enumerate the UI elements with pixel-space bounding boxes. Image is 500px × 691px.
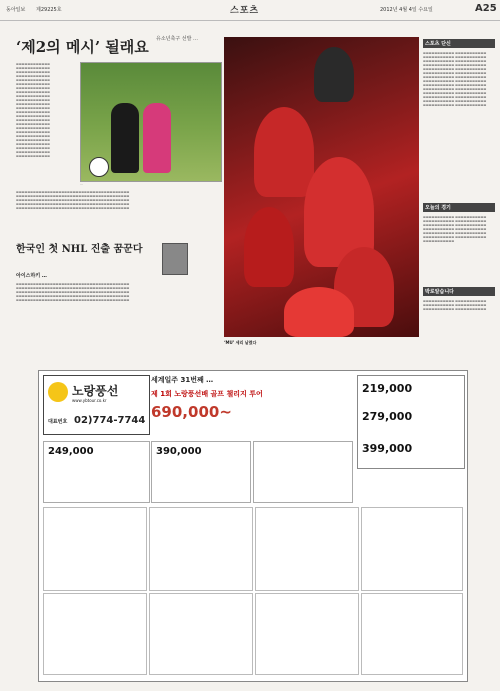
agency-logo-box <box>43 375 150 435</box>
article-body-col2: ▬▬▬▬▬▬▬▬▬▬▬▬▬▬▬▬▬▬▬▬▬▬▬▬▬▬▬▬▬▬▬▬▬▬▬▬▬▬▬▬ ▬▬▬▬▬▬▬▬▬▬▬▬▬▬▬▬▬▬▬▬▬▬▬▬▬▬▬▬▬▬▬▬▬▬▬▬▬▬▬▬ ▬▬▬▬▬▬▬▬▬▬▬▬▬▬▬▬▬▬▬▬▬▬▬▬▬▬▬▬▬▬▬▬▬▬▬▬▬▬▬▬ ▬▬▬▬▬▬▬▬▬▬▬▬▬▬▬▬▬▬▬▬▬▬▬▬▬▬▬▬▬▬▬▬▬▬▬▬▬▬▬▬ ▬▬▬▬▬▬▬▬▬▬▬▬▬▬▬▬▬▬▬▬▬▬▬▬▬▬▬▬▬▬▬▬▬▬▬▬▬▬▬▬ <box>16 190 130 210</box>
phone-label: 대표번호 <box>48 419 68 425</box>
price-tag: 390,000 <box>156 446 202 457</box>
page-number: A25 <box>475 3 497 14</box>
ad-box <box>151 441 251 503</box>
photo-caption: … <box>80 182 83 186</box>
player-portrait <box>162 243 188 275</box>
article-subhead: 유소년축구 선발 … <box>156 36 198 42</box>
sidebar-heading: 오늘의 경기 <box>423 203 495 212</box>
issue-number: 제29225호 <box>36 7 62 13</box>
main-photo-caption <box>224 340 419 345</box>
travel-advertisement <box>38 370 468 682</box>
classified-grid <box>43 507 463 675</box>
price-tag: 399,000 <box>362 442 413 455</box>
sidebar-heading: 스포츠 단신 <box>423 39 495 48</box>
sidebar-news-body: ▬▬▬▬▬▬▬▬▬▬▬ ▬▬▬▬▬▬▬▬▬▬▬ ▬▬▬▬▬▬▬▬▬▬▬ ▬▬▬▬▬▬▬▬▬▬▬ ▬▬▬▬▬▬▬▬▬▬▬ ▬▬▬▬▬▬▬▬▬▬▬ ▬▬▬▬▬▬▬▬▬▬▬ ▬▬▬▬▬▬▬▬▬▬▬ ▬▬▬▬▬▬▬▬▬▬▬ ▬▬▬▬▬▬▬▬▬▬▬ ▬▬▬▬▬▬▬▬▬▬▬ ▬▬▬▬▬▬▬▬▬▬▬ ▬▬▬▬▬▬▬▬▬▬▬ ▬▬▬▬▬▬▬▬▬▬▬ ▬▬▬▬▬▬▬▬▬▬▬ ▬▬▬▬▬▬▬▬▬▬▬ ▬▬▬▬▬▬▬▬▬▬▬ ▬▬▬▬▬▬▬▬▬▬▬ ▬▬▬▬▬▬▬▬▬▬▬ ▬▬▬▬▬▬▬▬▬▬▬ ▬▬▬▬▬▬▬▬▬▬▬ ▬▬▬▬▬▬▬▬▬▬▬ ▬▬▬▬▬▬▬▬▬▬▬ ▬▬▬▬▬▬▬▬▬▬▬ ▬▬▬▬▬▬▬▬▬▬▬ ▬▬▬▬▬▬▬▬▬▬▬ ▬▬▬▬▬▬▬▬▬▬▬ ▬▬▬▬▬▬▬▬▬▬▬ <box>423 51 487 107</box>
sidebar-heading: 박로알습니다 <box>423 287 495 296</box>
kids-photo <box>80 62 222 182</box>
balloon-logo-icon <box>48 382 68 402</box>
ad-banner: 세계일주 31번째 … <box>151 376 214 384</box>
second-headline: 한국인 첫 NHL 진출 꿈꾼다 <box>16 244 143 255</box>
price-tag: 249,000 <box>48 446 94 457</box>
kid-figure <box>143 103 171 173</box>
sidebar-notice: ▬▬▬▬▬▬▬▬▬▬▬ ▬▬▬▬▬▬▬▬▬▬▬ ▬▬▬▬▬▬▬▬▬▬▬ ▬▬▬▬▬▬▬▬▬▬▬ ▬▬▬▬▬▬▬▬▬▬▬ ▬▬▬▬▬▬▬▬▬▬▬ <box>423 299 487 311</box>
second-subhead: 아이스하키 … <box>16 273 47 279</box>
main-football-photo <box>224 37 419 337</box>
right-price-panel <box>357 375 465 469</box>
golf-price: 690,000~ <box>151 403 232 421</box>
date-line: 2012년 4월 4일 수요일 <box>380 7 433 13</box>
section-title: 스포츠 <box>230 6 260 16</box>
second-article-body: ▬▬▬▬▬▬▬▬▬▬▬▬▬▬▬▬▬▬▬▬▬▬▬▬▬▬▬▬▬▬▬▬▬▬▬▬▬▬▬▬ ▬▬▬▬▬▬▬▬▬▬▬▬▬▬▬▬▬▬▬▬▬▬▬▬▬▬▬▬▬▬▬▬▬▬▬▬▬▬▬▬ ▬▬▬▬▬▬▬▬▬▬▬▬▬▬▬▬▬▬▬▬▬▬▬▬▬▬▬▬▬▬▬▬▬▬▬▬▬▬▬▬ ▬▬▬▬▬▬▬▬▬▬▬▬▬▬▬▬▬▬▬▬▬▬▬▬▬▬▬▬▬▬▬▬▬▬▬▬▬▬▬▬ ▬▬▬▬▬▬▬▬▬▬▬▬▬▬▬▬▬▬▬▬▬▬▬▬▬▬▬▬▬▬▬▬▬▬▬▬▬▬▬▬ <box>16 282 130 302</box>
news-sidebar <box>423 37 495 357</box>
ad-box <box>43 441 150 503</box>
paper-name: 동아일보 <box>6 7 26 13</box>
phone-number: 02)774-7744 <box>74 415 146 426</box>
soccer-ball-icon <box>89 157 109 177</box>
caption-lead: ‘MU’ 세리 날렸다 <box>224 340 257 345</box>
ad-box <box>253 441 353 503</box>
agency-name: 노랑풍선 <box>72 384 119 398</box>
golf-title: 제 1회 노랑풍선배 골프 챌리지 투어 <box>151 390 263 398</box>
kid-figure <box>111 103 139 173</box>
price-tag: 279,000 <box>362 410 413 423</box>
article-body-col1: ▬▬▬▬▬▬▬▬▬▬▬▬ ▬▬▬▬▬▬▬▬▬▬▬▬ ▬▬▬▬▬▬▬▬▬▬▬▬ ▬▬▬▬▬▬▬▬▬▬▬▬ ▬▬▬▬▬▬▬▬▬▬▬▬ ▬▬▬▬▬▬▬▬▬▬▬▬ ▬▬▬▬▬▬▬▬▬▬▬▬ ▬▬▬▬▬▬▬▬▬▬▬▬ ▬▬▬▬▬▬▬▬▬▬▬▬ ▬▬▬▬▬▬▬▬▬▬▬▬ ▬▬▬▬▬▬▬▬▬▬▬▬ ▬▬▬▬▬▬▬▬▬▬▬▬ ▬▬▬▬▬▬▬▬▬▬▬▬ ▬▬▬▬▬▬▬▬▬▬▬▬ ▬▬▬▬▬▬▬▬▬▬▬▬ ▬▬▬▬▬▬▬▬▬▬▬▬ ▬▬▬▬▬▬▬▬▬▬▬▬ ▬▬▬▬▬▬▬▬▬▬▬▬ ▬▬▬▬▬▬▬▬▬▬▬▬ ▬▬▬▬▬▬▬▬▬▬▬▬ ▬▬▬▬▬▬▬▬▬▬▬▬ ▬▬▬▬▬▬▬▬▬▬▬▬ ▬▬▬▬▬▬▬▬▬▬▬▬ ▬▬▬▬▬▬▬▬▬▬▬▬ <box>16 62 51 158</box>
article-headline: ‘제2의 메시’ 될래요 <box>16 38 149 56</box>
price-tag: 219,000 <box>362 382 413 395</box>
page-header <box>0 0 500 21</box>
agency-url: www.ybtour.co.kr <box>72 398 107 403</box>
sidebar-schedule: ▬▬▬▬▬▬▬▬▬▬▬ ▬▬▬▬▬▬▬▬▬▬▬ ▬▬▬▬▬▬▬▬▬▬▬ ▬▬▬▬▬▬▬▬▬▬▬ ▬▬▬▬▬▬▬▬▬▬▬ ▬▬▬▬▬▬▬▬▬▬▬ ▬▬▬▬▬▬▬▬▬▬▬ ▬▬▬▬▬▬▬▬▬▬▬ ▬▬▬▬▬▬▬▬▬▬▬ ▬▬▬▬▬▬▬▬▬▬▬ ▬▬▬▬▬▬▬▬▬▬▬ ▬▬▬▬▬▬▬▬▬▬▬ ▬▬▬▬▬▬▬▬▬▬▬ <box>423 215 487 243</box>
